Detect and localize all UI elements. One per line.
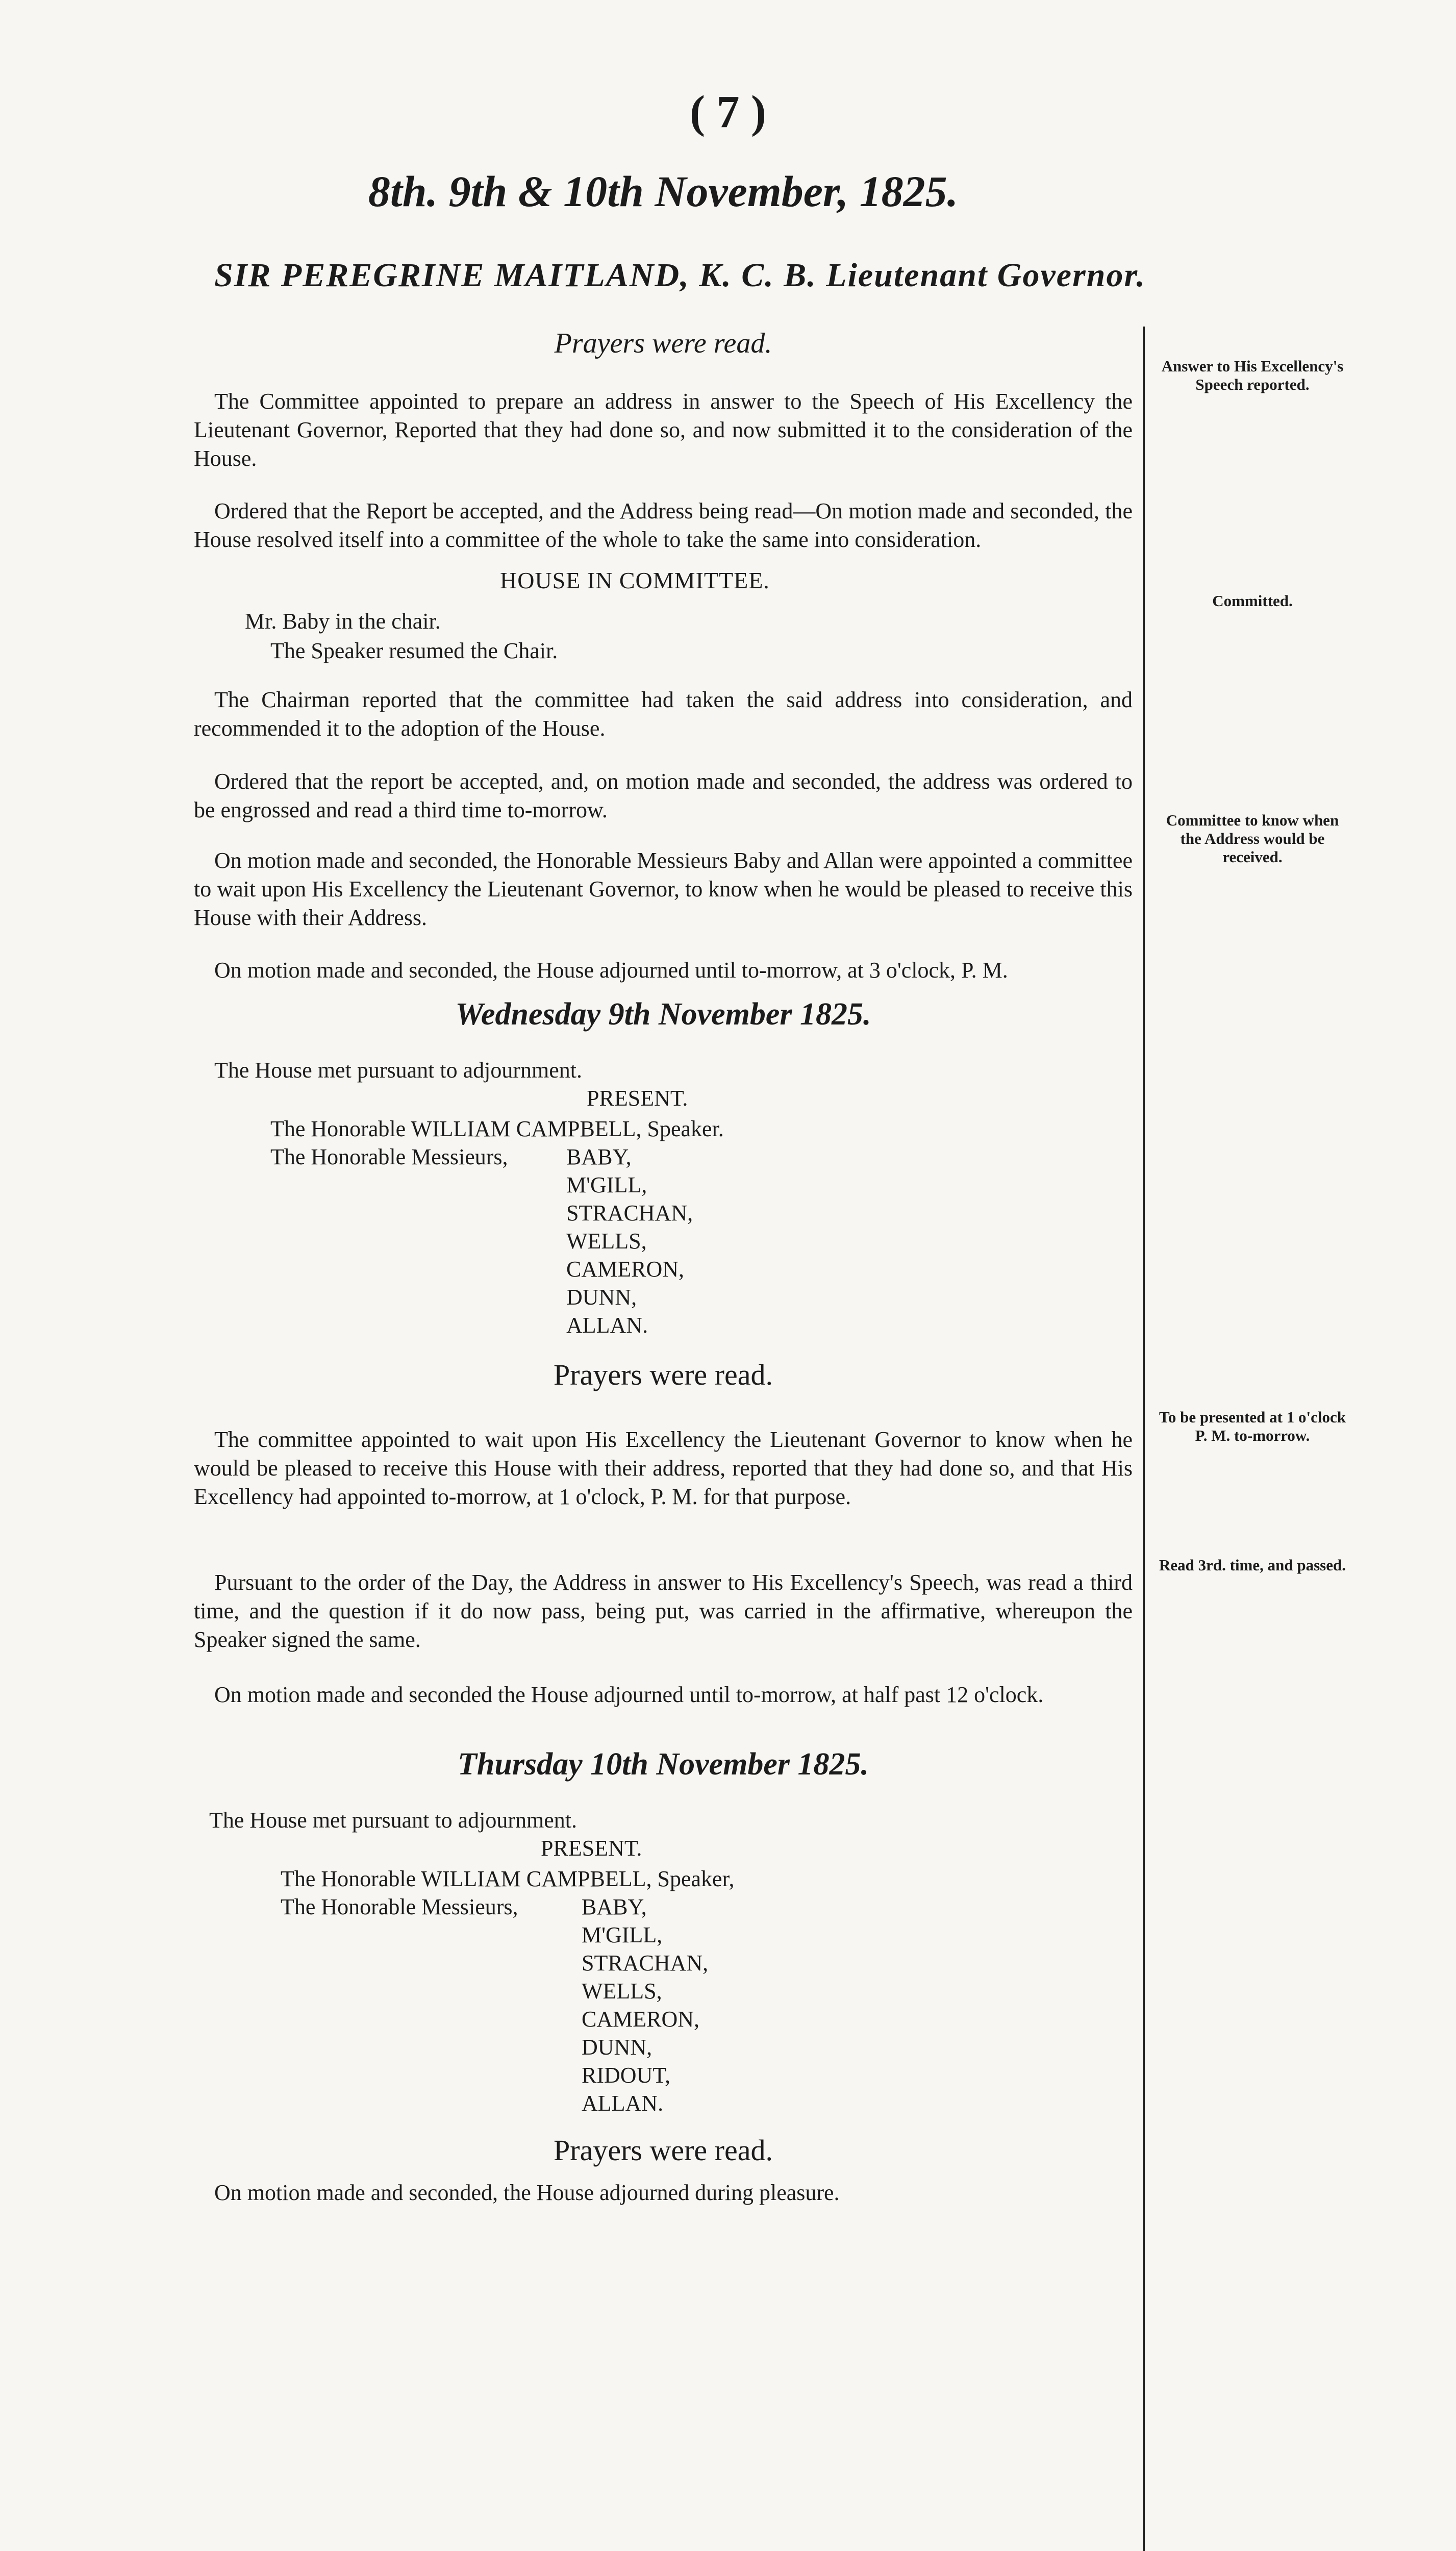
margin-note-to-be-presented: To be presented at 1 o'clock P. M. to-morrow. — [1159, 1408, 1346, 1444]
member-name: M'GILL, — [566, 1172, 647, 1197]
paragraph-adjourned-2: On motion made and seconded the House adjourned until to-morrow, at half past 12 o'clock. — [214, 1682, 1044, 1707]
house-met-line: The House met pursuant to adjournment. — [214, 1058, 582, 1083]
member-name: BABY, — [566, 1144, 632, 1169]
paragraph-engrossed: Ordered that the report be accepted, and, on motion made and seconded, the address was ordered to be engrossed and read a third time to-morrow. — [194, 769, 1133, 822]
paragraph-report-accepted: Ordered that the Report be accepted, and the Address being read—On motion made and seconded, the House resolved itself into a committee of the whole to take the same into consideration. — [194, 498, 1133, 552]
governor-line: SIR PEREGRINE MAITLAND, K. C. B. Lieutenant Governor. — [214, 257, 1146, 294]
thursday-heading: Thursday 10th November 1825. — [458, 1747, 869, 1782]
member-name: DUNN, — [582, 2035, 652, 2060]
paragraph-committee-report: The Committee appointed to prepare an address in answer to the Speech of His Excellency the Lieutenant Governor, Reported that they had done so, and now submitted it to the consideration of the House. — [194, 389, 1133, 471]
messieurs-label: The Honorable Messieurs, — [281, 1894, 518, 1919]
member-name: CAMERON, — [582, 2007, 700, 2032]
paragraph-appointment: The committee appointed to wait upon His Excellency the Lieutenant Governor to know when he would be pleased to receive this House with their address, reported that they had done so, and that His Excellency had appointed to-morrow, at 1 o'clock, P. M. for that purpose. — [194, 1427, 1133, 1509]
members-list — [582, 1893, 708, 2117]
margin-note-committed: Committed. — [1212, 592, 1293, 610]
member-name: STRACHAN, — [566, 1201, 693, 1226]
margin-note-committee-to-know: Committee to know when the Address would be received. — [1166, 811, 1339, 866]
member-name: WELLS, — [582, 1979, 662, 2004]
member-name: ALLAN. — [582, 2091, 664, 2116]
prayers-heading: Prayers were read. — [554, 2134, 773, 2167]
messieurs-label: The Honorable Messieurs, — [270, 1144, 508, 1169]
paragraph-committee-appointed: On motion made and seconded, the Honorable Messieurs Baby and Allan were appointed a committee to wait upon His Excellency the Lieutenant Governor, to know when he would be pleased to receive this House with their Address. — [194, 848, 1133, 930]
member-name: M'GILL, — [582, 1922, 663, 1947]
paragraph-chairman-report: The Chairman reported that the committee had taken the said address into consideration, and recommended it to the adoption of the House. — [194, 687, 1133, 741]
margin-note-read-third-time: Read 3rd. time, and passed. — [1159, 1556, 1346, 1574]
member-name: RIDOUT, — [582, 2063, 670, 2088]
speaker-line: The Honorable WILLIAM CAMPBELL, Speaker. — [270, 1116, 724, 1141]
speaker-resumed-line: The Speaker resumed the Chair. — [270, 638, 558, 663]
prayers-heading: Prayers were read. — [554, 328, 772, 359]
wednesday-heading: Wednesday 9th November 1825. — [455, 997, 871, 1032]
margin-rule — [1143, 327, 1145, 2551]
paragraph-third-reading: Pursuant to the order of the Day, the Address in answer to His Excellency's Speech, was read a third time, and the question if it do now pass, being put, was carried in the affirmative, whereupon the Speaker signed the same. — [194, 1570, 1133, 1652]
chair-line: Mr. Baby in the chair. — [245, 609, 441, 634]
member-name: DUNN, — [566, 1285, 637, 1310]
members-list — [566, 1143, 693, 1339]
member-name: WELLS, — [566, 1229, 647, 1254]
member-name: CAMERON, — [566, 1257, 685, 1282]
member-name: STRACHAN, — [582, 1950, 709, 1975]
speaker-line: The Honorable WILLIAM CAMPBELL, Speaker, — [281, 1866, 735, 1891]
member-name: ALLAN. — [566, 1313, 648, 1338]
margin-note-answer-reported: Answer to His Excellency's Speech reported. — [1161, 357, 1344, 393]
member-name: BABY, — [582, 1894, 647, 1919]
house-in-committee-heading: HOUSE IN COMMITTEE. — [500, 567, 770, 593]
paragraph-adjourned-1: On motion made and seconded, the House adjourned until to-morrow, at 3 o'clock, P. M. — [214, 958, 1008, 983]
present-heading: PRESENT. — [587, 1086, 688, 1111]
paragraph-adjourned-pleasure: On motion made and seconded, the House adjourned during pleasure. — [214, 2180, 840, 2205]
prayers-heading: Prayers were read. — [554, 1358, 773, 1391]
page-title-dates: 8th. 9th & 10th November, 1825. — [368, 167, 959, 216]
present-heading: PRESENT. — [541, 1836, 642, 1861]
page-number: ( 7 ) — [690, 87, 766, 137]
house-met-line: The House met pursuant to adjournment. — [209, 1808, 577, 1833]
